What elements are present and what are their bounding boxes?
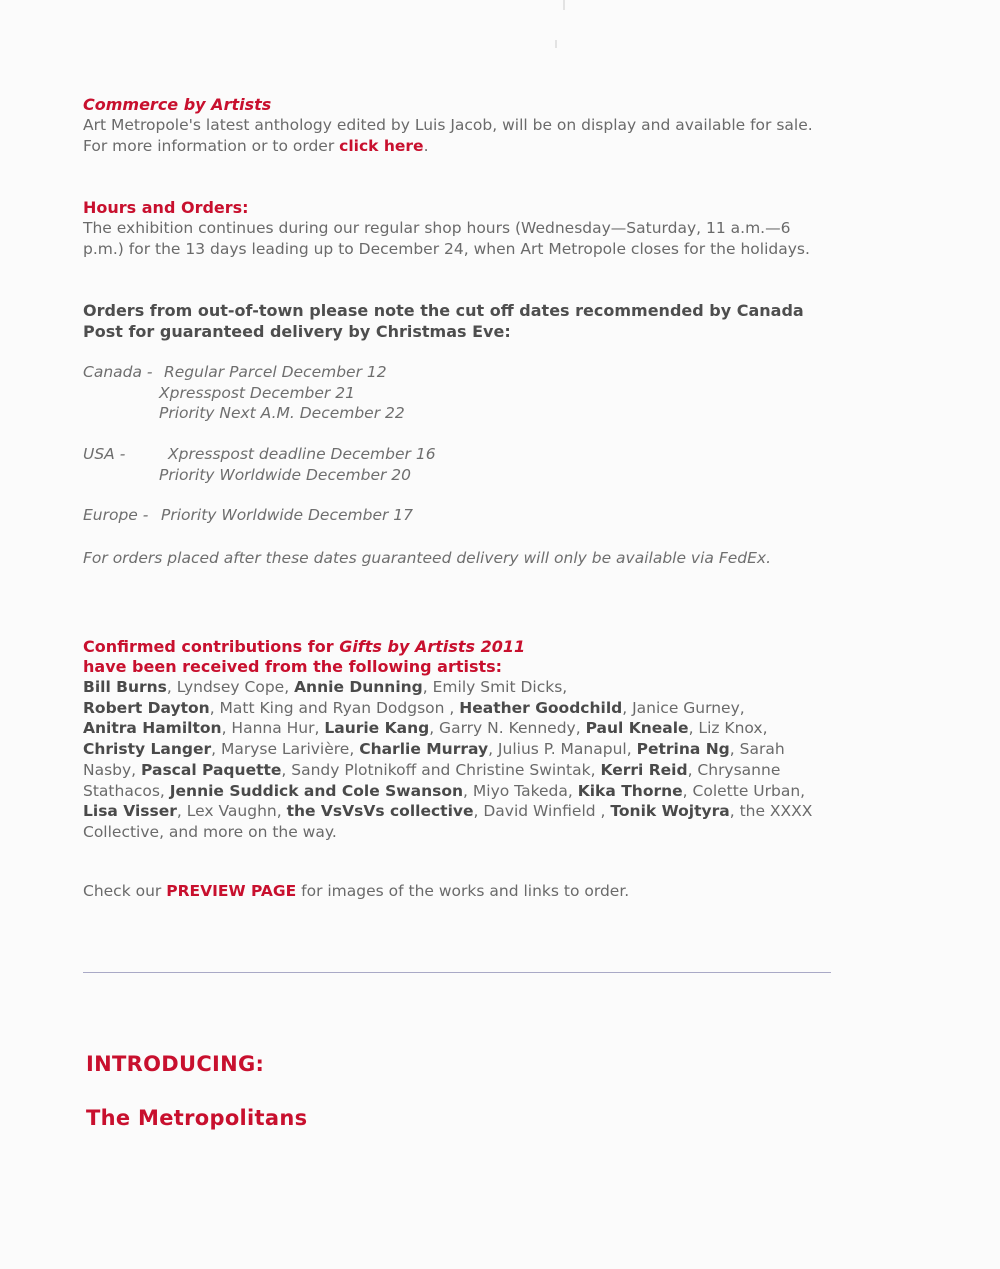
artist-name: Tonik Wojtyra	[610, 802, 730, 821]
orders-note	[83, 300, 828, 342]
scan-mark	[555, 40, 557, 48]
artist-name: Kika Thorne	[577, 781, 683, 800]
artist-text: , Lyndsey Cope,	[166, 678, 295, 696]
artist-text: , Julius P. Manapul,	[488, 740, 637, 759]
shipping-europe	[83, 505, 828, 526]
artist-name: the VsVsVs collective	[286, 802, 474, 821]
artist-text: , Hanna Hur,	[221, 719, 325, 738]
hours-text: The exhibition continues during our regular shop hours (Wednesday—Saturday, 11 a.m.—6 p.m.) for the 13 days leading up to December 24, when Art Metropole closes for the holidays.	[83, 219, 810, 258]
artist-text: , Colette Urban,	[682, 781, 806, 800]
artist-list	[83, 677, 813, 843]
artist-text: , Sandy Plotnikoff and Christine Swintak,	[281, 760, 601, 779]
artist-name: Paul Kneale	[585, 719, 689, 738]
fedex-note	[83, 548, 843, 569]
artist-name: Pascal Paquette	[141, 760, 282, 779]
artist-name: Christy Langer	[83, 740, 212, 759]
artist-text: , Garry N. Kennedy,	[429, 719, 586, 738]
artist-name: Lisa Visser	[83, 802, 177, 821]
confirmed-section	[83, 637, 813, 843]
usa-label: USA -	[83, 445, 126, 463]
preview-page-link[interactable]: PREVIEW PAGE	[166, 882, 297, 900]
shipping-usa	[83, 444, 828, 485]
artist-name: Charlie Murray	[359, 740, 489, 759]
metropolitans-title: The Metropolitans	[86, 1106, 308, 1130]
commerce-heading: Commerce by Artists	[83, 95, 272, 114]
artist-text: , the XXXX Collective, and more on the way.	[83, 802, 813, 841]
click-here-link[interactable]: click here	[339, 137, 424, 155]
artist-name: Laurie Kang	[324, 719, 430, 738]
artist-text: , Miyo Takeda,	[463, 781, 578, 800]
artist-name: Heather Goodchild	[459, 698, 623, 717]
usa-line: Priority Worldwide December 20	[159, 465, 412, 484]
artist-text: , Liz Knox,	[688, 719, 768, 738]
artist-name: Jennie Suddick and Cole Swanson	[169, 781, 464, 800]
artist-text: , Janice Gurney,	[622, 698, 745, 717]
artist-name: Anitra Hamilton	[83, 719, 222, 738]
artist-text: , Maryse Larivière,	[211, 740, 360, 759]
hours-heading: Hours and Orders:	[83, 198, 249, 217]
introducing-heading: INTRODUCING:	[86, 1052, 265, 1076]
europe-line: Priority Worldwide December 17	[161, 506, 414, 524]
artist-text: , David Winfield ,	[473, 802, 611, 821]
confirmed-heading: Confirmed contributions for Gifts by Artists 2011 have been received from the following artists:	[83, 637, 526, 676]
canada-line: Regular Parcel December 12	[164, 363, 387, 381]
artist-text: , Matt King and Ryan Dodgson ,	[209, 698, 460, 717]
preview-section	[83, 881, 828, 902]
orders-note-text: Orders from out-of-town please note the cut off dates recommended by Canada Post for guaranteed delivery by Christmas Eve:	[83, 301, 804, 341]
artist-text: , Chrysanne Stathacos,	[83, 760, 781, 800]
artist-text: , Lex Vaughn,	[176, 802, 287, 821]
shipping-canada	[83, 362, 828, 424]
artist-name: Robert Dayton	[83, 698, 210, 717]
scan-mark	[563, 0, 565, 10]
canada-line: Xpresspost December 21	[159, 383, 355, 402]
fedex-note-text: For orders placed after these dates guaranteed delivery will only be available via FedEx.	[83, 549, 772, 567]
artist-text: , Sarah Nasby,	[83, 740, 785, 779]
preview-text: Check our PREVIEW PAGE for images of the works and links to order.	[83, 882, 630, 900]
artist-name: Kerri Reid	[600, 760, 688, 779]
artist-name: Annie Dunning	[294, 678, 423, 696]
section-divider	[83, 972, 831, 973]
artist-text: , Emily Smit Dicks,	[422, 678, 568, 696]
canada-line: Priority Next A.M. December 22	[159, 404, 405, 422]
europe-label: Europe -	[83, 506, 149, 524]
usa-line: Xpresspost deadline December 16	[168, 445, 436, 463]
artist-name: Petrina Ng	[636, 740, 730, 759]
artist-name: Bill Burns	[83, 678, 167, 696]
hours-section	[83, 197, 828, 260]
canada-label: Canada -	[83, 363, 153, 381]
commerce-text: Art Metropole's latest anthology edited by Luis Jacob, will be on display and available for sale. For more information or to order click here.	[83, 116, 813, 155]
commerce-section	[83, 94, 828, 157]
